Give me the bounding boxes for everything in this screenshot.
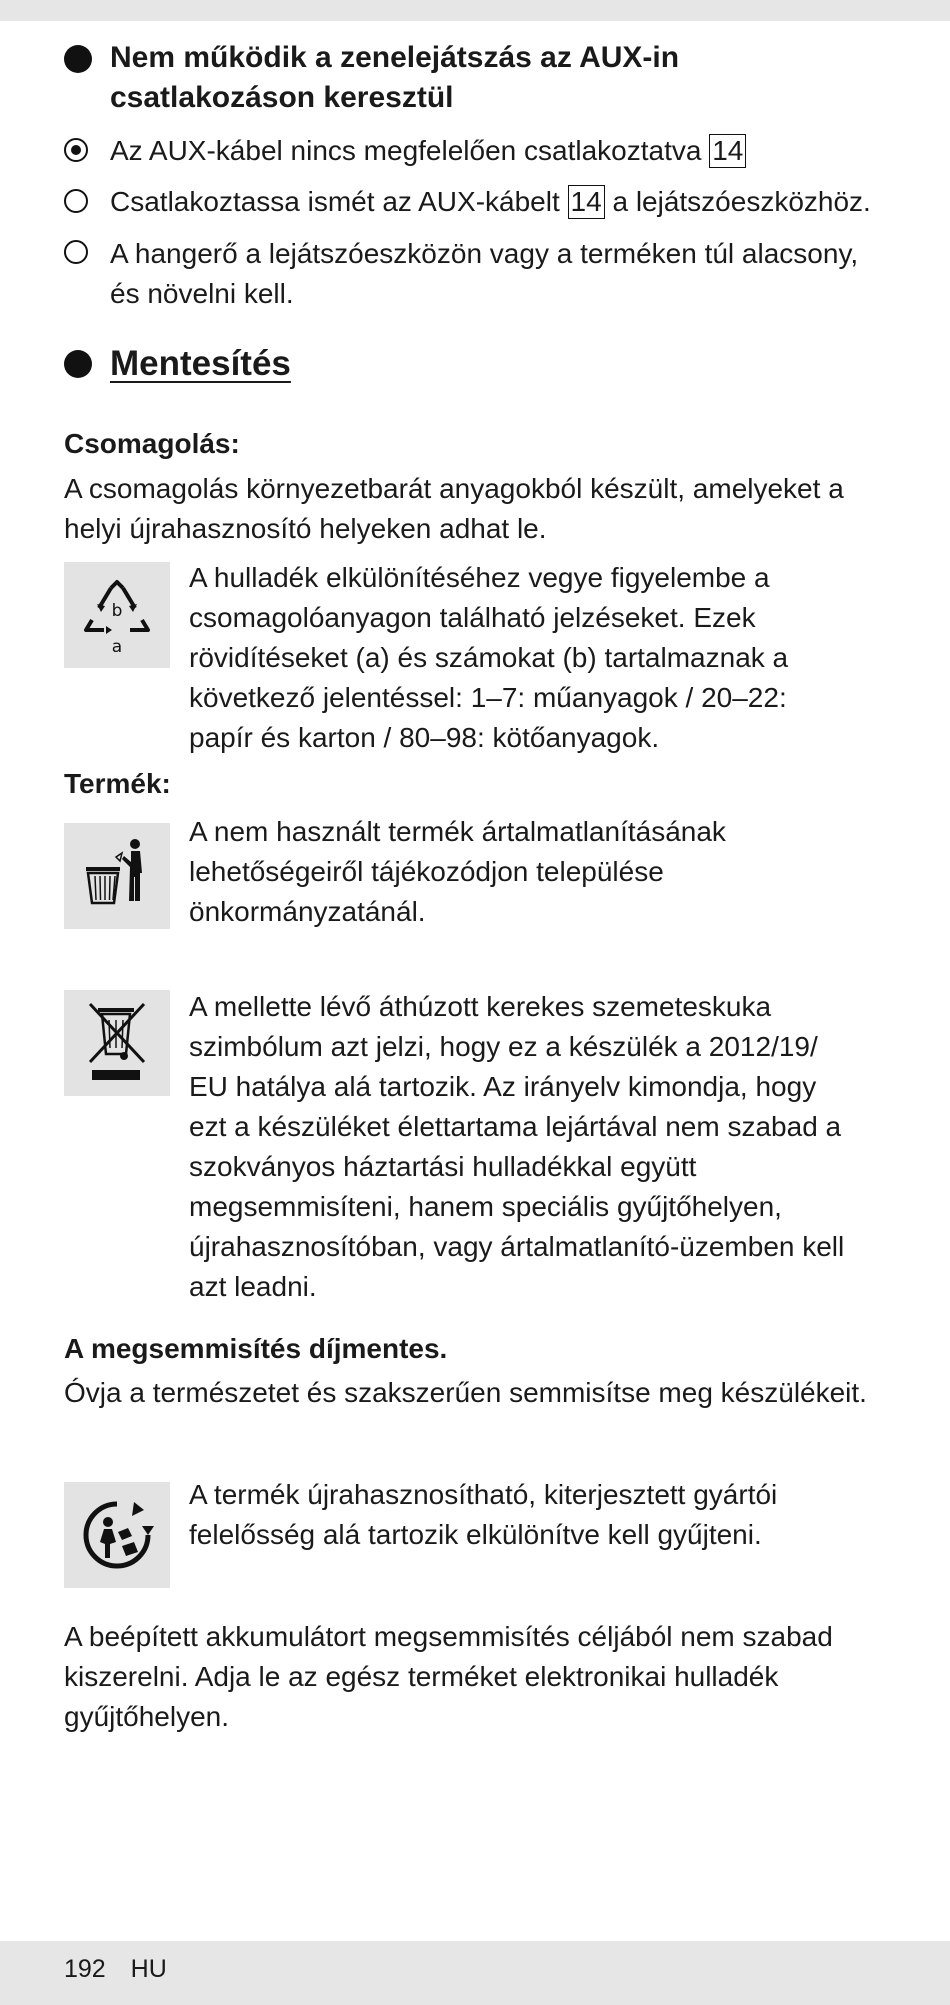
solution-line: és növelni kell.: [110, 278, 294, 309]
solution-label: a lejátszóeszközhöz.: [612, 186, 871, 217]
part-reference-badge: 14: [568, 185, 605, 219]
heading-bullet-icon: [64, 45, 92, 73]
solution-label: Csatlakoztassa ismét az AUX-kábelt: [110, 186, 560, 217]
weee-line: megsemmisíteni, hanem speciális gyűjtőhelyen,: [189, 1191, 782, 1222]
recycle-line: rövidítéseket (a) és számokat (b) tartalmaznak a: [189, 642, 789, 673]
heading-line: Nem működik a zenelejátszás az AUX-in: [110, 41, 680, 74]
weee-line: A mellette lévő áthúzott kerekes szemeteskuka: [189, 991, 772, 1022]
recycle-line: A hulladék elkülönítéséhez vegye figyelembe a: [189, 562, 770, 593]
free-disposal-text: Óvja a természetet és szakszerűen semmisítse meg készülékeit.: [64, 1377, 867, 1408]
page-number: 192: [64, 1955, 106, 1983]
recycle-line: csomagolóanyagon található jelzéseket. Ezek: [189, 602, 756, 633]
weee-line: azt leadni.: [189, 1271, 317, 1302]
troubleshooting-heading: [110, 38, 679, 118]
product-line: A nem használt termék ártalmatlanításának: [189, 816, 726, 847]
packaging-line: helyi újrahasznosító helyeken adhat le.: [64, 513, 547, 544]
packaging-heading: Csomagolás:: [64, 428, 240, 459]
top-bar: [0, 0, 950, 21]
weee-line: ezt a készüléket élettartama lejártával nem szabad a: [189, 1111, 842, 1142]
product-line: lehetőségeiről tájékozódjon települése: [189, 856, 664, 887]
recycle-code-b: b: [111, 601, 123, 621]
battery-line: kiszerelni. Adja le az egész terméket elektronikai hulladék: [64, 1661, 779, 1692]
crossed-wheelie-bin-icon: [64, 990, 170, 1096]
weee-line: szokványos háztartási hulladékkal együtt: [189, 1151, 697, 1182]
triman-line: A termék újrahasznosítható, kiterjesztett gyártói: [189, 1479, 778, 1510]
part-reference-badge: 14: [709, 134, 746, 168]
cause-bullet-icon: [64, 138, 88, 162]
recycle-line: papír és karton / 80–98: kötőanyagok.: [189, 722, 660, 753]
section-bullet-icon: [64, 350, 92, 378]
cause-text: [110, 131, 746, 171]
solution-text: [110, 234, 858, 314]
cause-label: Az AUX-kábel nincs megfelelően csatlakoztatva: [110, 135, 702, 166]
recycle-line: következő jelentéssel: 1–7: műanyagok / 20–22:: [189, 682, 787, 713]
weee-line: EU hatálya alá tartozik. Az irányelv kimondja, hogy: [189, 1071, 817, 1102]
recycle-code-a: a: [111, 637, 123, 657]
battery-line: gyűjtőhelyen.: [64, 1701, 230, 1732]
triman-recycling-icon: [64, 1482, 170, 1588]
person-trash-bin-icon: [64, 823, 170, 929]
recycle-text: [189, 558, 788, 758]
product-heading: Termék:: [64, 768, 171, 799]
product-text: [189, 812, 726, 932]
packaging-text: [64, 469, 844, 549]
product-line: önkormányzatánál.: [189, 896, 426, 927]
battery-line: A beépített akkumulátort megsemmisítés céljából nem szabad: [64, 1621, 833, 1652]
solution-text: [110, 182, 871, 222]
packaging-line: A csomagolás környezetbarát anyagokból készült, amelyeket a: [64, 473, 844, 504]
weee-line: újrahasznosítóban, vagy ártalmatlanító-üzemben kell: [189, 1231, 845, 1262]
weee-line: szimbólum azt jelzi, hogy ez a készülék a 2012/19/: [189, 1031, 818, 1062]
language-code: HU: [130, 1955, 167, 1983]
weee-text: [189, 987, 844, 1307]
solution-line: A hangerő a lejátszóeszközön vagy a terméken túl alacsony,: [110, 238, 859, 269]
heading-line: csatlakozáson keresztül: [110, 81, 454, 114]
triman-text: [189, 1475, 777, 1555]
battery-text: [64, 1617, 833, 1737]
free-disposal-heading: A megsemmisítés díjmentes.: [64, 1333, 448, 1364]
recycling-triangle-icon: [64, 562, 170, 668]
solution-bullet-icon: [64, 240, 88, 264]
solution-bullet-icon: [64, 189, 88, 213]
section-title: Mentesítés: [110, 344, 291, 383]
footer-text: [64, 1952, 185, 1986]
triman-line: felelősség alá tartozik elkülönítve kell gyűjteni.: [189, 1519, 762, 1550]
